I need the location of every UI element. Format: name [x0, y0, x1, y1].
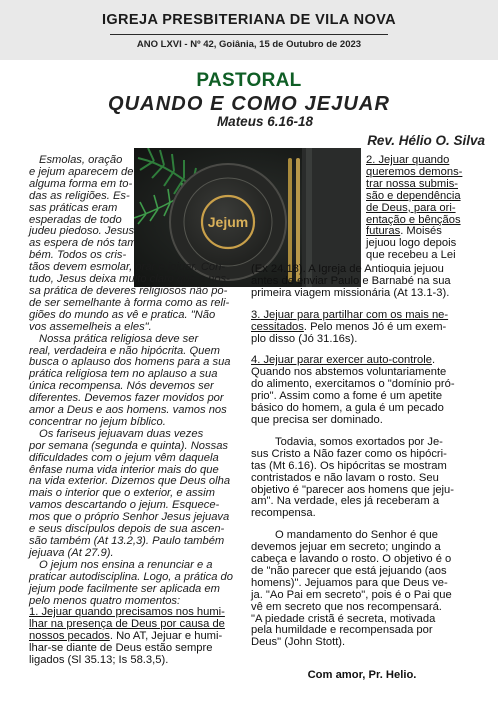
right-line: Deus" (John Stott). — [251, 636, 346, 649]
right-line: plo disso (Jó 31.16s). — [251, 332, 358, 345]
left-line: busca o aplauso dos homens para a sua — [29, 356, 231, 369]
left-line: pelo menos quatro momentos: — [29, 594, 181, 607]
left-line: amor a Deus e aos homens. vamos nos — [29, 404, 227, 417]
point2-line: jejuou logo depois — [366, 237, 457, 250]
left-line: das as religiões. Es- — [29, 189, 130, 202]
point4-line: . — [431, 354, 436, 367]
right-line: do alimento, exercitamos o "domínio pró- — [251, 378, 455, 391]
left-line: esperadas de todo — [29, 213, 122, 226]
article-title: QUANDO E COMO JEJUAR — [107, 93, 391, 115]
point1-line: 1. Jejuar quando precisamos nos humi- — [29, 606, 225, 619]
point2-line: 2. Jejuar quando — [366, 154, 450, 166]
point2-line: são e dependência — [366, 189, 461, 202]
left-line: são também (At 13.2,3). Paulo também — [29, 535, 225, 547]
right-line: antes de enviar Paulo e Barnabé na sua — [251, 274, 451, 287]
jejum-plate-label: Jejum — [207, 214, 249, 230]
right-line: homens)". Jejuamos para que Deus ve- — [251, 576, 448, 589]
right-line: vê em secreto que nos recompensará. — [251, 600, 442, 613]
left-line: mais o interior que o exterior, e assim — [29, 487, 215, 500]
church-name: IGREJA PRESBITERIANA DE VILA NOVA — [101, 12, 397, 28]
right-line: devemos jejuar em secreto; ungindo a — [251, 541, 441, 554]
left-line: concentrar no jejum bíblico. — [29, 415, 166, 428]
point2-line: futuras — [366, 225, 401, 238]
left-line: praticar autodisciplina. Logo, a prática do — [29, 570, 233, 583]
right-line: contristados e não lavam o rosto. Seu — [251, 471, 439, 484]
right-line: Quando nos abstemos voluntariamente — [251, 366, 447, 379]
right-line: recompensa. — [251, 507, 316, 520]
left-line: as espera de nós tam- — [29, 237, 141, 250]
right-narrow-column — [366, 155, 473, 262]
right-line: ja. "Ao Pai em secreto", pois é o Pai que — [251, 588, 452, 601]
right-line: Todavia, somos exortados por Je- — [275, 435, 443, 448]
point1-line: nossos pecados — [29, 630, 110, 643]
closing-signature: Com amor, Pr. Helio. — [307, 669, 417, 681]
right-line: de "não parecer que está jejuando (aos — [251, 564, 447, 577]
header-divider — [110, 34, 388, 35]
header-band-top — [0, 0, 498, 8]
left-line: ênfase numa vida interior mais do que — [29, 463, 219, 476]
point3-line: . Pelo menos Jó é um exem- — [303, 320, 447, 333]
point4-line: 4. Jejuar parar exercer auto-controle — [251, 354, 432, 367]
left-line: Nossa prática religiosa deve ser — [39, 332, 199, 345]
left-line: única recompensa. Nós devemos ser — [29, 380, 214, 393]
left-line: jejum pode facilmente ser aplicada em — [29, 582, 220, 595]
point2-line: que recebeu a Lei — [366, 249, 456, 262]
right-line: objetivo é "parecer aos homens que jeju- — [251, 483, 454, 496]
point1-line: lhar-se diante de Deus estão sempre — [29, 642, 213, 655]
left-line: Esmolas, oração — [39, 154, 123, 166]
left-line: de ser semelhante à forma como as reli- — [29, 296, 230, 309]
right-column — [251, 264, 473, 649]
right-line: pela humildade e recompensada por — [251, 624, 433, 637]
left-line: sas práticas eram — [29, 201, 118, 214]
right-line: "A piedade cristã é secreta, motivada — [251, 612, 436, 625]
right-line: cabeça e lavando o rosto. O objetivo é o — [251, 553, 452, 566]
left-line: jejuava (At 27.9). — [29, 546, 114, 559]
left-line: diferentes. Devemos fazer movidos por — [29, 392, 224, 405]
right-line: tas (Mt 6.16). Os hipócritas se mostram — [251, 459, 447, 472]
left-line: judeu piedoso. Jesus — [29, 225, 135, 238]
right-line: O mandamento do Senhor é que — [275, 529, 438, 542]
left-line: por semana (segunda e quinta). Nossas — [29, 439, 229, 452]
right-line: prio". Assim como a fome é um apetite — [251, 390, 443, 403]
point2-line: trar nossa submis- — [366, 177, 459, 190]
edition-line: ANO LXVI - Nº 42, Goiânia, 15 de Outubro de 2023 — [136, 39, 362, 50]
point2-line: entação e bênçãos — [366, 213, 461, 226]
left-line: O jejum nos ensina a renunciar e a — [39, 558, 213, 571]
left-line: bém. Todos os cris- — [29, 249, 127, 262]
scripture-reference: Mateus 6.16-18 — [216, 114, 313, 129]
right-line: am". Na verdade, eles já receberam a — [251, 495, 440, 508]
left-line: tãos devem esmolar, orar e jejuar. Con- — [29, 261, 226, 274]
right-line: primeira viagem missionária (At 13.1-3). — [251, 286, 450, 299]
right-line: que precisa ser dominado. — [251, 413, 383, 426]
left-line: tudo, Jesus deixa muito claro que a nos- — [29, 273, 230, 286]
left-line: dificuldades com o jejum vêm daquela — [29, 451, 219, 464]
left-line: vos assemelheis a eles". — [29, 320, 152, 333]
point1-line: lhar na presença de Deus por causa de — [29, 618, 225, 631]
point2-line: queremos demons- — [366, 165, 463, 178]
point2-line: de Deus, para ori- — [366, 201, 456, 214]
left-line: na vida exterior. Dizemos que Deus olha — [29, 475, 231, 488]
point3-line: cessitados — [251, 320, 304, 333]
left-line: mos que o próprio Senhor Jesus jejuava — [29, 511, 230, 524]
left-line: alguma forma em to- — [29, 177, 133, 190]
right-line: (Ex 24.18). A Igreja de Antioquia jejuou — [251, 263, 444, 275]
left-line: prática religiosa tem no aplauso a sua — [29, 368, 218, 381]
left-line: e seus discípulos depois de sua ascen- — [29, 523, 225, 536]
left-line: vamos descartando o jejum. Esquece- — [29, 499, 220, 512]
left-line: Os fariseus jejuavam duas vezes — [39, 427, 204, 440]
left-line: e jejum aparecem de — [29, 165, 134, 178]
header-band — [0, 8, 498, 60]
point3-line: 3. Jejuar para partilhar com os mais ne- — [251, 308, 449, 321]
section-title: PASTORAL — [196, 70, 302, 91]
left-line: real, verdadeira e não hipócrita. Quem — [29, 344, 220, 357]
point1-line: . No AT, Jejuar e humi- — [109, 630, 223, 643]
right-line: básico do homem, a gula é um pecado — [251, 402, 444, 415]
right-line: sus Cristo a Não fazer como os hipócri- — [251, 447, 447, 460]
left-line: giões do mundo as vê e pratica. "Não — [29, 308, 216, 321]
article-author: Rev. Hélio O. Silva — [367, 133, 485, 148]
point1-line: ligados (Sl 35.13; Is 58.3,5). — [29, 654, 169, 667]
left-line: sa prática de deveres religiosos não po- — [29, 284, 228, 297]
point2-line: . Moisés — [400, 225, 442, 238]
